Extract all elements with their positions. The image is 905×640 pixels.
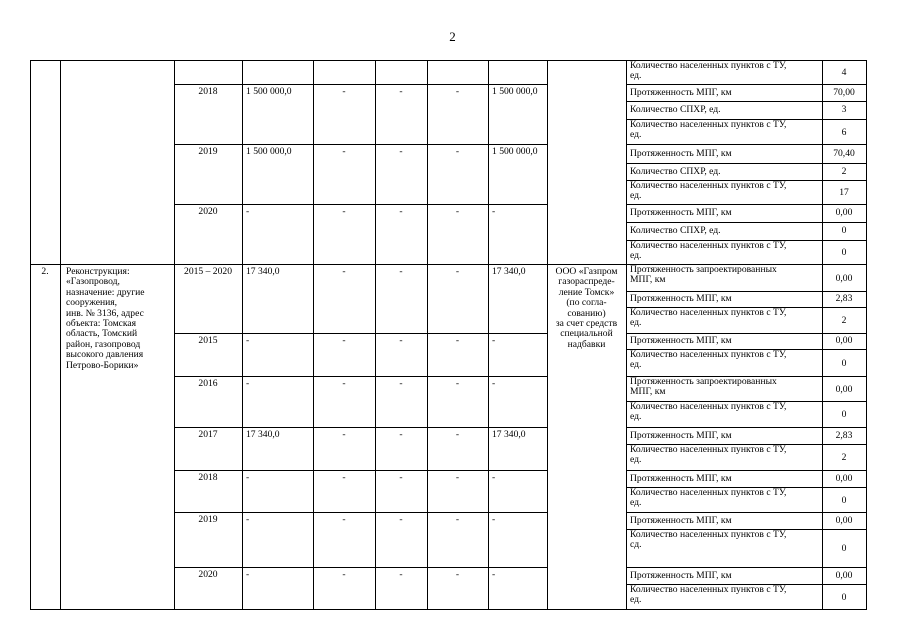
- amount-cell: -: [455, 429, 460, 440]
- table-rule: [626, 101, 867, 102]
- year-cell: 2018: [198, 472, 218, 483]
- indicator-label: Протяженность запроектированных: [630, 376, 777, 387]
- table-rule: [242, 60, 243, 610]
- table-rule: [626, 163, 867, 164]
- indicator-label: Количество населенных пунктов с ТУ,: [630, 307, 787, 318]
- indicator-value: 3: [841, 104, 847, 115]
- indicator-label: Количество населенных пунктов с ТУ,: [630, 444, 787, 455]
- year-cell: 2019: [198, 514, 218, 525]
- table-rule: [626, 222, 867, 223]
- amount-cell: -: [342, 514, 346, 525]
- indicator-label: ед.: [630, 70, 642, 81]
- amount-cell: -: [492, 514, 496, 525]
- indicator-label: Протяженность МПГ, км: [630, 472, 732, 484]
- indicator-value: 0: [841, 225, 847, 236]
- indicator-label: ед.: [630, 190, 642, 201]
- executor-line: сованию): [567, 307, 606, 319]
- indicator-value: 0: [841, 591, 847, 603]
- table-rule: [822, 60, 823, 610]
- year-cell: 2019: [198, 146, 218, 157]
- year-cell: 2015: [198, 335, 218, 346]
- table-rule: [866, 60, 867, 610]
- amount-cell: -: [342, 206, 346, 217]
- amount-total: -: [246, 569, 250, 580]
- indicator-label: ед.: [630, 497, 642, 508]
- year-cell: 2020: [198, 206, 218, 217]
- amount-cell: -: [399, 514, 403, 525]
- year-cell: 2018: [198, 86, 218, 97]
- table-rule: [30, 60, 31, 610]
- indicator-label: Количество СПХР, ед.: [630, 225, 721, 236]
- table-rule: [174, 84, 547, 85]
- amount-cell: -: [455, 514, 460, 525]
- indicator-label: сд.: [630, 539, 642, 550]
- table-rule: [626, 567, 867, 568]
- table-rule: [626, 291, 867, 292]
- table-rule: [626, 512, 867, 513]
- indicator-value: 2,83: [835, 293, 853, 304]
- table-rule: [626, 609, 867, 610]
- indicator-value: 2,83: [835, 429, 853, 441]
- measure-name-line: район, газопровод: [66, 338, 141, 350]
- indicator-value: 70,00: [833, 86, 855, 98]
- amount-cell: -: [342, 146, 346, 157]
- table-rule: [60, 60, 61, 610]
- indicator-label: Количество населенных пунктов с ТУ,: [630, 180, 787, 191]
- amount-cell: -: [455, 569, 460, 580]
- row-number: 2.: [41, 266, 49, 277]
- measure-name-line: область, Томский: [66, 328, 138, 340]
- indicator-value: 0,00: [835, 514, 853, 526]
- amount-cell: -: [455, 266, 460, 277]
- indicator-label: Протяженность МПГ, км: [630, 569, 732, 581]
- amount-cell: -: [399, 378, 403, 389]
- indicator-label: Протяженность МПГ, км: [630, 335, 732, 346]
- amount-total: 1 500 000,0: [246, 146, 292, 157]
- year-cell: 2017: [198, 429, 218, 440]
- indicator-label: Количество населенных пунктов с ТУ,: [630, 349, 787, 360]
- indicator-label: МПГ, км: [630, 386, 666, 397]
- amount-cell: 17 340,0: [492, 429, 526, 440]
- amount-cell: -: [492, 378, 496, 389]
- indicator-label: Количество населенных пунктов с ТУ,: [630, 60, 787, 71]
- amount-cell: -: [455, 472, 460, 483]
- indicator-label: Количество населенных пунктов с ТУ,: [630, 119, 787, 130]
- table-rule: [626, 60, 627, 610]
- table-rule: [174, 264, 547, 265]
- amount-total: 17 340,0: [246, 429, 280, 440]
- table-rule: [626, 333, 867, 334]
- amount-cell: -: [342, 266, 346, 277]
- measure-name-line: инв. № 3136, адрес: [66, 307, 144, 319]
- indicator-value: 0,00: [835, 272, 853, 284]
- measure-name-line: объекта: Томская: [66, 318, 137, 329]
- amount-total: -: [246, 514, 250, 525]
- amount-cell: -: [455, 146, 460, 157]
- indicator-label: МПГ, км: [630, 274, 666, 285]
- table-rule: [626, 84, 867, 85]
- amount-cell: -: [455, 335, 460, 346]
- amount-total: -: [246, 472, 250, 483]
- amount-cell: -: [492, 569, 496, 580]
- indicator-value: 0,00: [835, 472, 853, 484]
- page-number: 2: [449, 29, 456, 44]
- indicator-label: Количество населенных пунктов с ТУ,: [630, 401, 787, 412]
- year-cell: 2016: [198, 378, 218, 389]
- executor-line: за счет средств: [555, 318, 618, 329]
- table-rule: [626, 427, 867, 428]
- indicator-label: Протяженность МПГ, км: [630, 207, 732, 218]
- amount-cell: -: [492, 206, 496, 217]
- table-rule: [626, 144, 867, 145]
- indicator-label: ед.: [630, 359, 642, 370]
- table-rule: [626, 204, 867, 205]
- amount-cell: 17 340,0: [492, 266, 526, 277]
- indicator-value: 4: [841, 67, 847, 78]
- amount-cell: -: [399, 429, 403, 440]
- amount-cell: -: [342, 472, 346, 483]
- indicator-label: Количество населенных пунктов с ТУ,: [630, 529, 787, 540]
- indicator-label: Протяженность МПГ, км: [630, 514, 732, 526]
- amount-cell: -: [342, 569, 346, 580]
- table-rule: [427, 60, 428, 610]
- amount-cell: -: [399, 206, 403, 217]
- indicator-label: ед.: [630, 454, 642, 465]
- amount-cell: -: [399, 266, 403, 277]
- amount-cell: 1 500 000,0: [492, 86, 538, 97]
- measure-name-line: высокого давления: [66, 349, 144, 361]
- table-rule: [174, 470, 547, 471]
- amount-cell: -: [455, 86, 460, 97]
- indicator-value: 0: [841, 409, 847, 420]
- indicator-label: Протяженность МПГ, км: [630, 86, 732, 98]
- table-rule: [174, 60, 175, 610]
- table-rule: [626, 470, 867, 471]
- indicator-value: 6: [841, 126, 847, 138]
- amount-cell: -: [342, 86, 346, 97]
- executor-line: газораспреде-: [558, 276, 615, 288]
- amount-total: 17 340,0: [246, 266, 280, 277]
- indicator-value: 2: [841, 315, 847, 326]
- table-rule: [174, 512, 547, 513]
- indicator-value: 0,00: [835, 207, 853, 218]
- indicator-label: Количество населенных пунктов с ТУ,: [630, 240, 787, 251]
- table-rule: [174, 567, 547, 568]
- table-rule: [174, 144, 547, 145]
- indicator-value: 70,40: [833, 147, 855, 159]
- table-rule: [488, 60, 489, 610]
- indicator-label: Протяженность запроектированных: [630, 264, 777, 275]
- indicator-label: Протяженность МПГ, км: [630, 429, 732, 441]
- amount-cell: -: [492, 335, 496, 346]
- indicator-value: 0: [841, 357, 847, 369]
- amount-cell: -: [492, 472, 496, 483]
- amount-cell: -: [342, 378, 346, 389]
- indicator-label: Протяженность МПГ, км: [630, 293, 732, 304]
- amount-cell: -: [399, 86, 403, 97]
- indicator-value: 0: [841, 494, 847, 506]
- indicator-label: Количество СПХР, ед.: [630, 165, 721, 177]
- indicator-label: Количество СПХР, ед.: [630, 104, 721, 115]
- indicator-value: 0,00: [835, 335, 853, 346]
- measure-name-line: «Газопровод,: [66, 276, 120, 288]
- indicator-value: 2: [841, 165, 847, 177]
- measure-name-line: сооружения,: [66, 297, 118, 309]
- table-rule: [174, 427, 547, 428]
- amount-cell: -: [399, 569, 403, 580]
- amount-cell: -: [399, 472, 403, 483]
- amount-cell: 1 500 000,0: [492, 146, 538, 157]
- year-cell: 2020: [198, 569, 218, 580]
- measure-name-line: Петрово-Борики»: [66, 359, 139, 371]
- amount-cell: -: [399, 146, 403, 157]
- amount-cell: -: [342, 335, 346, 346]
- table-rule: [375, 60, 376, 610]
- executor-line: ление Томск»: [558, 286, 615, 298]
- indicator-value: 0: [841, 543, 847, 554]
- indicator-label: ед.: [630, 250, 642, 261]
- indicator-label: ед.: [630, 317, 642, 328]
- table-rule: [174, 333, 547, 334]
- amount-cell: -: [342, 429, 346, 440]
- indicator-value: 17: [839, 187, 849, 198]
- year-cell: 2015 – 2020: [184, 266, 232, 277]
- indicator-label: ед.: [630, 411, 642, 422]
- measure-name-line: назначение: другие: [66, 286, 145, 298]
- indicator-label: ед.: [630, 129, 642, 140]
- amount-cell: -: [455, 206, 460, 217]
- indicator-value: 0,00: [835, 569, 853, 581]
- indicator-value: 0: [841, 247, 847, 258]
- amount-total: -: [246, 335, 250, 346]
- amount-cell: -: [399, 335, 403, 346]
- table-rule: [313, 60, 314, 610]
- indicator-label: Количество населенных пунктов с ТУ,: [630, 584, 787, 595]
- amount-total: -: [246, 206, 250, 217]
- amount-cell: -: [455, 378, 460, 389]
- amount-total: -: [246, 378, 250, 389]
- indicator-label: Протяженность МПГ, км: [630, 147, 732, 159]
- executor-line: надбавки: [567, 338, 606, 350]
- table-rule: [174, 204, 547, 205]
- indicator-label: Количество населенных пунктов с ТУ,: [630, 487, 787, 498]
- executor-line: специальной: [560, 328, 613, 340]
- executor-line: ООО «Газпром: [555, 266, 618, 277]
- indicator-label: ед.: [630, 594, 642, 605]
- amount-total: 1 500 000,0: [246, 86, 292, 97]
- indicator-value: 2: [841, 452, 847, 463]
- indicator-value: 0,00: [835, 383, 853, 395]
- executor-line: (по согла-: [566, 297, 607, 309]
- measure-name-line: Реконструкция:: [66, 266, 130, 277]
- table-rule: [174, 376, 547, 377]
